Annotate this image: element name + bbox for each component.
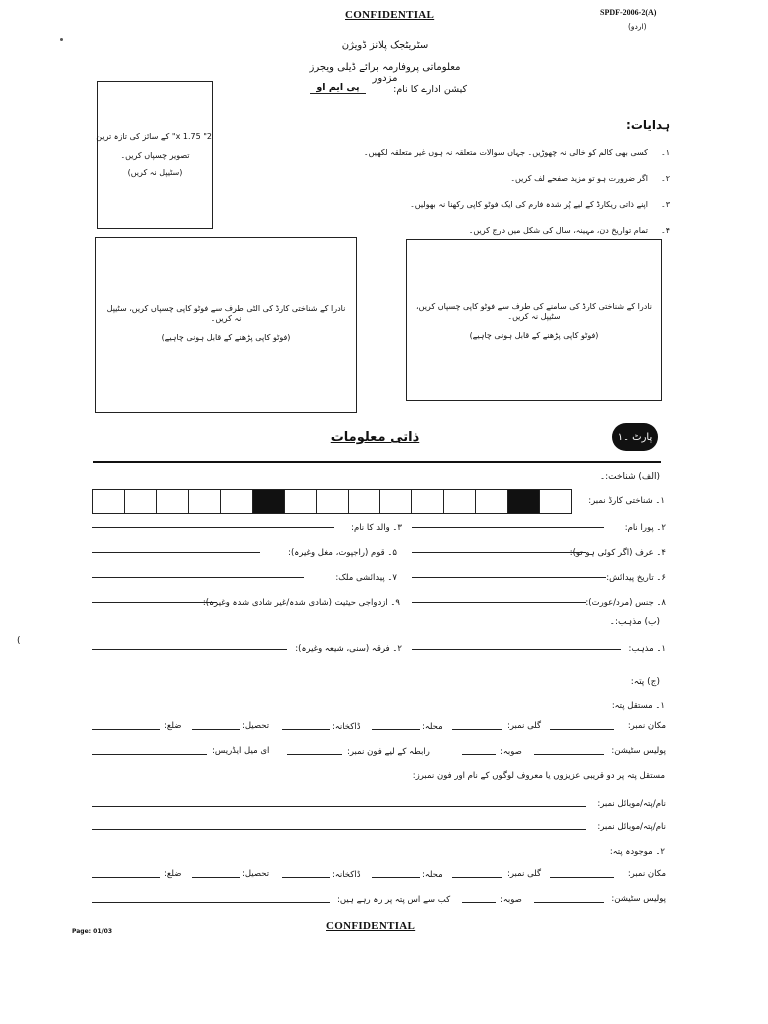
religion-label: ۱۔ مذہب: [628,644,666,654]
gender-label: ۸۔ جنس (مرد/عورت): [585,598,666,608]
relative-2-label: نام/پتہ/موبائل نمبر: [597,822,666,832]
religion-row [92,640,666,662]
police-station-label: پولیس سٹیشن: [611,746,666,756]
birth-date-input[interactable] [412,577,606,578]
house-number-label: مکان نمبر: [627,721,666,731]
street-number-label: گلی نمبر: [507,721,542,731]
caste-input[interactable] [92,552,260,553]
birth-country-input[interactable] [92,577,304,578]
province-input[interactable] [462,754,496,755]
full-name-label: ۲۔ پورا نام: [624,523,666,533]
cnic-front-box[interactable] [406,239,662,401]
form-title: معلوماتی پروفارمہ برائے ڈیلی ویجرز مزدور [309,62,461,84]
section-a-title: (الف) شناخت:۔ [599,472,660,482]
photo-instruction-2: تصویر چسپاں کریں۔ [120,151,190,160]
post-office-label: ڈاکخانہ: [332,722,361,732]
cnic-front-instruction: نادرا کے شناختی کارڈ کی سامنے کی طرف سے فوٹو کاپی چسپاں کریں، سٹیپل نہ کریں۔ [416,302,652,322]
cnic-front-note: (فوٹو کاپی پڑھنے کے قابل ہونی چاہیے) [469,330,599,340]
instruction-item: ۱۔کسی بھی کالم کو خالی نہ چھوڑیں۔ جہاں سوالات متعلقہ نہ ہوں غیر متعلقہ لکھیں۔ [363,148,670,157]
cnic-digit-cell[interactable] [444,490,476,513]
cur-police-station-label: پولیس سٹیشن: [611,894,666,904]
father-name-label: ۳۔ والد کا نام: [351,523,402,533]
cur-police-station-input[interactable] [534,902,604,903]
residence-since-label: کب سے اس پتہ پر رہ رہے ہیں: [337,895,451,905]
relatives-note: مستقل پتہ پر دو قریبی عزیزوں یا معروف لوگوں کے نام اور فون نمبرز: [412,771,665,781]
cur-mohalla-input[interactable] [372,877,420,878]
cur-post-office-label: ڈاکخانہ: [332,870,361,880]
post-office-input[interactable] [282,729,330,730]
scan-speck [60,38,63,41]
instruction-item: ۳۔اپنے ذاتی ریکارڈ کے لیے پُر شدہ فارم کی ایک فوٹو کاپی رکھنا نہ بھولیں۔ [410,200,670,209]
cnic-back-instruction: نادرا کے شناختی کارڈ کی الٹی طرف سے فوٹو کاپی چسپاں کریں، سٹیپل نہ کریں۔ [106,304,346,324]
cur-house-number-input[interactable] [550,877,614,878]
instruction-item: ۲۔اگر ضرورت ہو تو مزید صفحے لف کریں۔ [510,174,670,183]
photo-box[interactable] [97,81,213,229]
permanent-address-row-1 [92,718,666,740]
cnic-digit-cell[interactable] [317,490,349,513]
tehsil-label: تحصیل: [242,721,270,731]
district-input[interactable] [92,729,160,730]
form-code: SPDF-2006-2(A) [600,8,657,17]
cur-mohalla-label: محلہ: [422,870,443,880]
section-c-title: (ج) پتہ: [630,677,660,687]
residence-since-input[interactable] [92,902,330,903]
cnic-back-box[interactable] [95,237,357,413]
cnic-digit-cell[interactable] [253,490,285,513]
relative-1-input[interactable] [92,806,586,807]
marital-status-label: ۹۔ ازدواجی حیثیت (شادی شدہ/غیر شادی شدہ وغیرہ): [202,598,400,608]
caste-label: ۵۔ قوم (راجپوت، مغل وغیرہ): [288,548,397,558]
instructions-list [363,148,670,246]
part-badge: پارٹ ۔۱ [612,423,658,451]
current-address-row-2 [92,891,666,913]
cnic-digit-cell[interactable] [508,490,540,513]
contact-phone-input[interactable] [287,754,342,755]
cur-street-number-input[interactable] [452,877,502,878]
cur-post-office-input[interactable] [282,877,330,878]
religion-input[interactable] [412,649,621,650]
cnic-digit-cell[interactable] [380,490,412,513]
sect-label: ۲۔ فرقہ (سنی، شیعہ وغیرہ): [295,644,402,654]
birth-country-label: ۷۔ پیدائشی ملک: [335,573,397,583]
province-label: صوبہ: [500,747,522,757]
section-b-title: (ب) مذہب:۔ [609,617,660,627]
relative-2-input[interactable] [92,829,586,830]
photo-instruction-1: 2" x 1.75" کے سائز کی تازہ ترین [96,132,212,141]
cur-tehsil-input[interactable] [192,877,240,878]
scan-mark: ( [17,636,21,646]
photo-instruction-3: (سٹیپل نہ کریں) [127,168,183,177]
cur-house-number-label: مکان نمبر: [627,869,666,879]
father-name-input[interactable] [92,527,334,528]
field-row [92,593,666,618]
cnic-number-label: ۱۔ شناختی کارڈ نمبر: [588,496,665,506]
cnic-digit-cell[interactable] [285,490,317,513]
field-row [92,568,666,593]
cnic-digit-cell[interactable] [540,490,571,513]
cnic-digit-cell[interactable] [125,490,157,513]
permanent-address-label: ۱۔ مستقل پتہ: [611,701,665,711]
cnic-digit-cell[interactable] [93,490,125,513]
gender-input[interactable] [412,602,586,603]
alias-label: ۴۔ عرف (اگر کوئی ہو تو): [569,548,666,558]
part-title: ذاتی معلومات [330,430,420,445]
cnic-digit-cell[interactable] [476,490,508,513]
contact-phone-label: رابطہ کے لیے فون نمبر: [347,747,430,757]
current-address-label: ۲۔ موجودہ پتہ: [609,847,665,857]
police-station-input[interactable] [534,754,604,755]
birth-date-label: ۶۔ تاریخ پیدائش: [606,573,666,583]
tehsil-input[interactable] [192,729,240,730]
org-label: کیشن ادارے کا نام: [393,84,467,95]
instructions-title: ہدایات: [626,118,670,132]
form-language: (اردو) [628,22,647,31]
section-a-fields [92,518,666,618]
page-number: Page: 01/03 [72,928,113,935]
relative-contact-row-2 [92,818,666,840]
mohalla-input[interactable] [372,729,420,730]
confidential-top-label: CONFIDENTIAL [345,9,435,21]
cnic-digit-cell[interactable] [349,490,381,513]
division-name: سٹریٹجک پلانز ڈویژن [341,40,429,51]
cur-tehsil-label: تحصیل: [242,869,270,879]
cnic-digit-cell[interactable] [412,490,444,513]
relative-1-label: نام/پتہ/موبائل نمبر: [597,799,666,809]
full-name-input[interactable] [412,527,604,528]
street-number-input[interactable] [452,729,502,730]
cur-district-input[interactable] [92,877,160,878]
part-divider [93,461,661,463]
confidential-bottom-label: CONFIDENTIAL [326,920,416,932]
cur-province-input[interactable] [462,902,496,903]
district-label: ضلع: [164,721,182,731]
email-label: ای میل ایڈریس: [212,746,270,756]
sect-input[interactable] [92,649,287,650]
field-row [92,543,666,568]
cnic-digit-cell[interactable] [157,490,189,513]
instruction-item: ۴۔تمام تواریخ دن، مہینہ، سال کی شکل میں درج کریں۔ [468,226,670,235]
cnic-back-note: (فوٹو کاپی پڑھنے کے قابل ہونی چاہیے) [161,332,291,342]
mohalla-label: محلہ: [422,722,443,732]
relative-contact-row-1 [92,795,666,817]
field-row [92,518,666,543]
org-value: پی ایم او [310,82,366,94]
cur-street-number-label: گلی نمبر: [507,869,542,879]
cnic-digit-cell[interactable] [189,490,221,513]
house-number-input[interactable] [550,729,614,730]
email-input[interactable] [92,754,207,755]
cur-province-label: صوبہ: [500,895,522,905]
cnic-number-grid[interactable] [92,489,572,514]
cur-district-label: ضلع: [164,869,182,879]
alias-input[interactable] [412,552,586,553]
cnic-digit-cell[interactable] [221,490,253,513]
permanent-address-row-2 [92,743,666,765]
marital-status-input[interactable] [92,602,217,603]
current-address-row-1 [92,866,666,888]
